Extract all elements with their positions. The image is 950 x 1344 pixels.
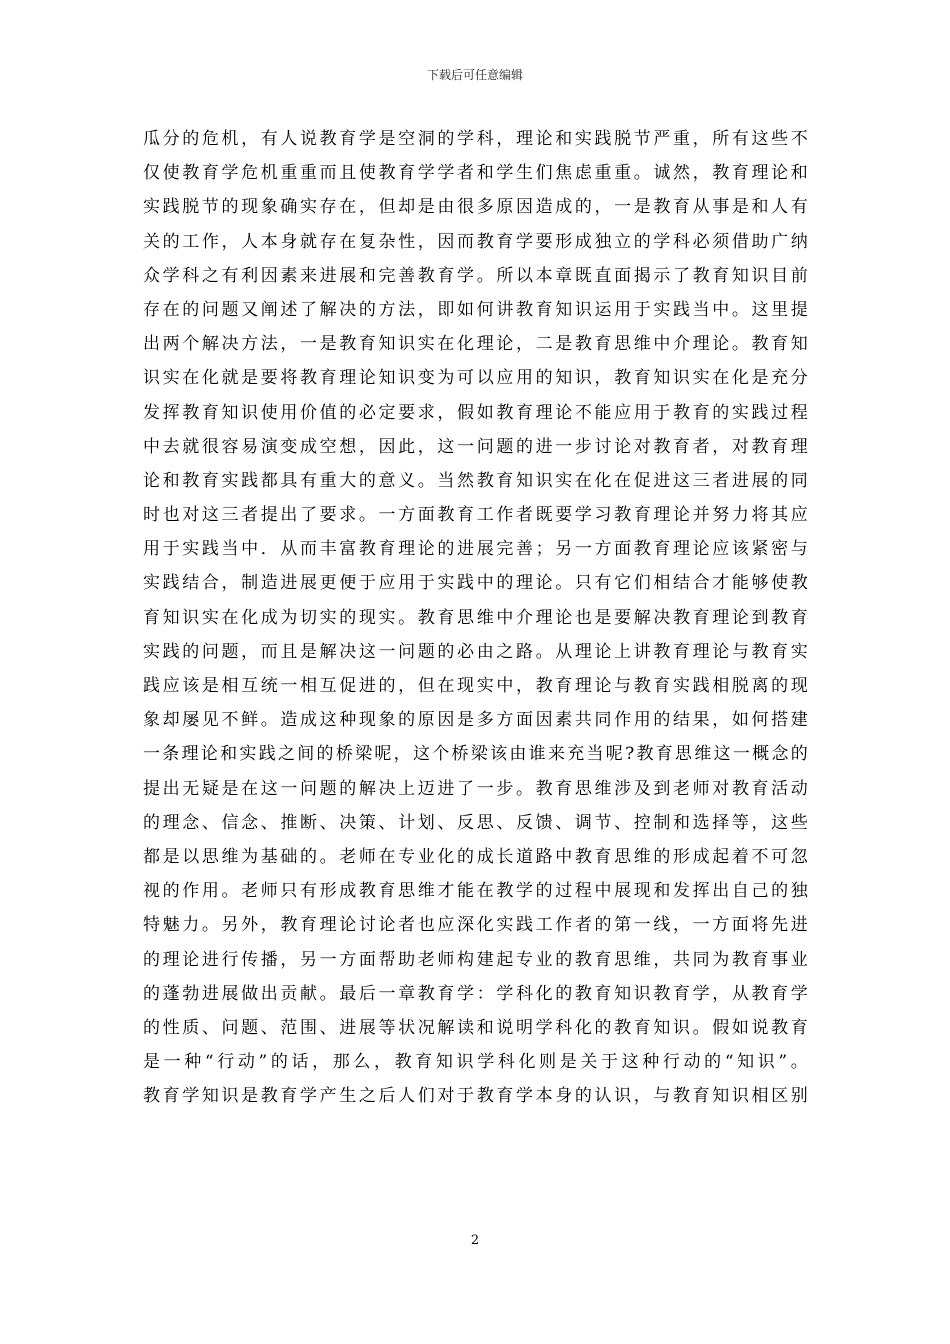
text-line: 发挥教育知识使用价值的必定要求，假如教育理论不能应用于教育的实践过程 <box>143 402 808 423</box>
text-line: 存在的问题又阐述了解决的方法，即如何讲教育知识运用于实践当中。这里提 <box>143 299 808 320</box>
text-line: 的理念、信念、推断、决策、计划、反思、反馈、调节、控制和选择等，这些 <box>143 812 808 833</box>
text-line: 视的作用。老师只有形成教育思维才能在教学的过程中展现和发挥出自己的独 <box>143 881 808 902</box>
text-line: 实践结合，制造进展更便于应用于实践中的理论。只有它们相结合才能够使教 <box>143 573 808 594</box>
text-line: 实践脱节的现象确实存在，但却是由很多原因造成的，一是教育从事是和人有 <box>143 197 808 218</box>
document-body <box>143 122 808 1113</box>
text-line: 育知识实在化成为切实的现实。教育思维中介理论也是要解决教育理论到教育 <box>143 607 808 628</box>
text-line: 仅使教育学危机重重而且使教育学学者和学生们焦虑重重。诚然，教育理论和 <box>143 163 808 184</box>
text-line: 众学科之有利因素来进展和完善教育学。所以本章既直面揭示了教育知识目前 <box>143 265 808 286</box>
text-line: 瓜分的危机，有人说教育学是空洞的学科，理论和实践脱节严重，所有这些不 <box>143 129 808 149</box>
text-line: 的性质、问题、范围、进展等状况解读和说明学科化的教育知识。假如说教育 <box>143 1017 808 1038</box>
text-line: 都是以思维为基础的。老师在专业化的成长道路中教育思维的形成起着不可忽 <box>143 846 808 867</box>
text-line: 关的工作，人本身就存在复杂性，因而教育学要形成独立的学科必须借助广纳 <box>143 231 808 252</box>
text-line: 实践的问题，而且是解决这一问题的必由之路。从理论上讲教育理论与教育实 <box>143 641 808 662</box>
text-line: 象却屡见不鲜。造成这种现象的原因是多方面因素共同作用的结果，如何搭建 <box>143 710 808 731</box>
text-line: 的理论进行传播，另一方面帮助老师构建起专业的教育思维，共同为教育事业 <box>143 949 808 970</box>
text-line: 出两个解决方法，一是教育知识实在化理论，二是教育思维中介理论。教育知 <box>143 334 808 355</box>
text-line: 提出无疑是在这一问题的解决上迈进了一步。教育思维涉及到老师对教育活动 <box>143 778 808 799</box>
text-line: 的蓬勃进展做出贡献。最后一章教育学：学科化的教育知识教育学，从教育学 <box>143 983 808 1004</box>
text-line: 论和教育实践都具有重大的意义。当然教育知识实在化在促进这三者进展的同 <box>143 470 808 491</box>
text-line: 中去就很容易演变成空想，因此，这一问题的进一步讨论对教育者，对教育理 <box>143 436 808 457</box>
text-line: 识实在化就是要将教育理论知识变为可以应用的知识，教育知识实在化是充分 <box>143 368 808 389</box>
text-line: 用于实践当中．从而丰富教育理论的进展完善；另一方面教育理论应该紧密与 <box>143 539 808 560</box>
text-line: 特魅力。另外，教育理论讨论者也应深化实践工作者的第一线，一方面将先进 <box>143 915 808 936</box>
text-line: 是一种“行动”的话，那么，教育知识学科化则是关于这种行动的“知识”。 <box>143 1052 808 1073</box>
text-line: 教育学知识是教育学产生之后人们对于教育学本身的认识，与教育知识相区别 <box>143 1086 808 1107</box>
page-header: 下载后可任意编辑 <box>426 68 523 82</box>
text-line: 践应该是相互统一相互促进的，但在现实中，教育理论与教育实践相脱离的现 <box>143 676 808 696</box>
text-line: 一条理论和实践之间的桥梁呢，这个桥梁该由谁来充当呢?教育思维这一概念的 <box>143 744 808 765</box>
text-line: 时也对这三者提出了要求。一方面教育工作者既要学习教育理论并努力将其应 <box>143 505 808 526</box>
page-number: 2 <box>470 1233 480 1248</box>
